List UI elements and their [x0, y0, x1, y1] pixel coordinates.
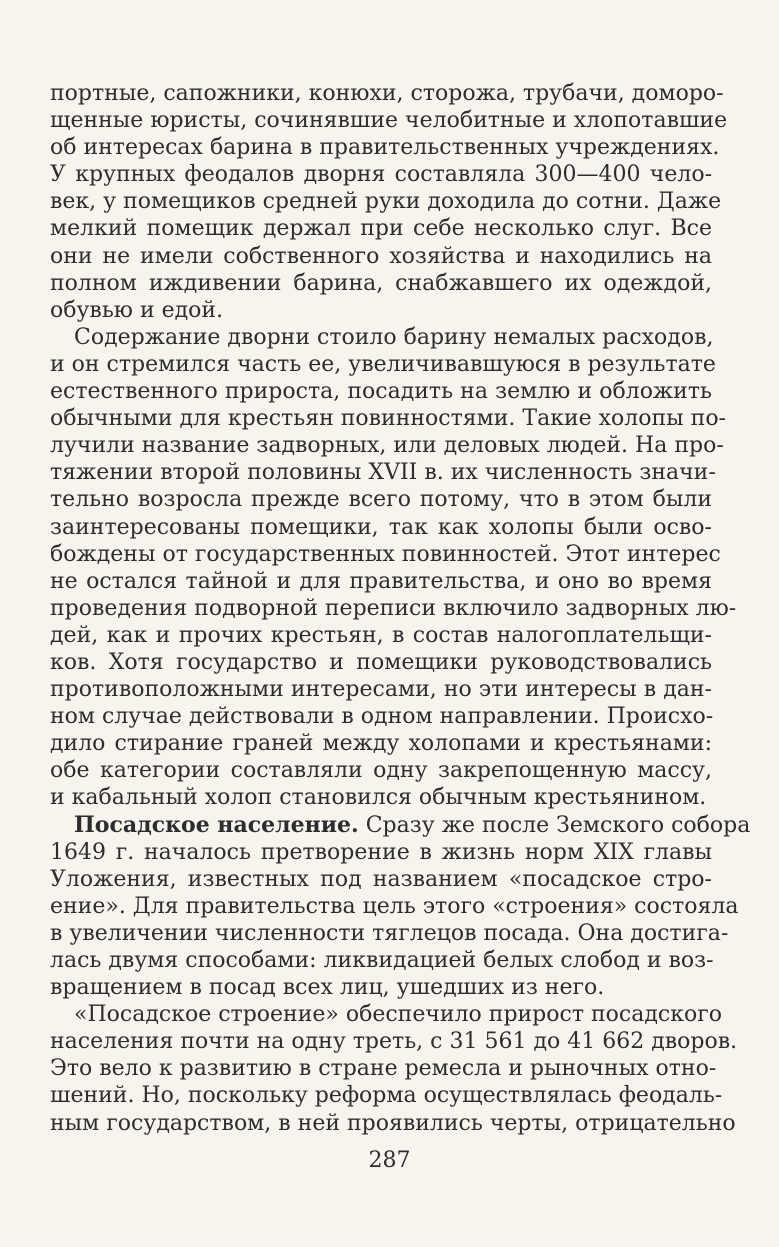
text-line: портные, сапожники, конюхи, сторожа, трубачи, доморо- [50, 81, 724, 106]
text-line [50, 811, 751, 839]
text-line: тельно возросла прежде всего потому, что в этом были [50, 487, 712, 513]
text-line: лась двумя способами: ликвидацией белых слобод и воз- [50, 948, 714, 973]
paragraph-1 [50, 80, 728, 324]
text-line: мелкий помещик держал при себе несколько слуг. Все [50, 216, 712, 242]
text-line: У крупных феодалов дворня составляла 300—400 чело- [50, 162, 712, 188]
text-line: щенные юристы, сочинявшие челобитные и хлопотавшие [50, 108, 728, 134]
text-line: «Посадское строение» обеспечило прирост посадского [74, 1002, 722, 1028]
paragraph-4 [50, 1001, 738, 1136]
text-line: бождены от государственных повинностей. Этот интерес [50, 541, 721, 567]
text-line: естественного прироста, посадить на землю и обложить [50, 379, 712, 405]
text-line: заинтересованы помещики, так как холопы были осво- [50, 514, 712, 540]
text-line: населения почти на одну треть, с 31 561 до 41 662 дворов. [50, 1029, 738, 1055]
text-line: век, у помещиков средней руки доходила до сотни. Даже [50, 189, 722, 215]
text-line: ков. Хотя государство и помещики руководствовались [50, 649, 712, 675]
paragraph-3 [50, 811, 751, 1002]
text-line: Уложения, известных под названием «посадское стро- [50, 866, 712, 892]
text-line: лучили название задворных, или деловых людей. На про- [50, 433, 724, 459]
text-line: обычными для крестьян повинностями. Такие холопы по- [50, 406, 726, 432]
text-run: Сразу же после Земского собора [365, 812, 751, 838]
text-line: и кабальный холоп становился обычным крестьянином. [50, 785, 707, 811]
text-line: Это вело к развитию в стране ремесла и рыночных отно- [50, 1056, 717, 1082]
text-line: полном иждивении барина, снабжавшего их одеждой, [50, 270, 712, 296]
text-line: не остался тайной и для правительства, и оно во время [50, 568, 712, 594]
text-line: противоположными интересами, но эти интересы в дан- [50, 677, 712, 703]
text-line: вращением в посад всех лиц, ушедших из него. [50, 975, 605, 1001]
text-line: Содержание дворни стоило барину немалых расходов, [74, 324, 714, 350]
text-line: ным государством, в ней проявились черты, отрицательно [50, 1110, 736, 1136]
text-line: дило стирание граней между холопами и крестьянами: [50, 731, 712, 757]
section-heading: Посадское население. [74, 811, 359, 838]
page-number: 287 [368, 1148, 411, 1173]
text-line: ном случае действовали в одном направлении. Происхо- [50, 704, 714, 730]
text-line: тяжении второй половины XVII в. их численность значи- [50, 460, 716, 486]
text-line: ение». Для правительства цель этого «строения» состояла [50, 893, 739, 919]
text-line: шений. Но, поскольку реформа осуществлялась феодаль- [50, 1083, 723, 1109]
text-line: об интересах барина в правительственных учреждениях. [50, 135, 720, 161]
text-line: они не имели собственного хозяйства и находились на [50, 243, 712, 269]
paragraph-2 [50, 324, 737, 812]
text-line: 1649 г. началось претворение в жизнь норм XIX главы [50, 839, 712, 865]
text-line: обе категории составляли одну закрепощенную массу, [50, 758, 712, 784]
text-line: проведения подворной переписи включило задворных лю- [50, 595, 737, 621]
text-line: в увеличении численности тяглецов посада. Она достига- [50, 920, 729, 946]
text-line: обувью и едой. [50, 297, 224, 323]
text-line: и он стремился часть ее, увеличивавшуюся в результате [50, 351, 716, 377]
page-body [50, 80, 751, 1137]
text-line: дей, как и прочих крестьян, в состав налогоплательщи- [50, 622, 712, 648]
